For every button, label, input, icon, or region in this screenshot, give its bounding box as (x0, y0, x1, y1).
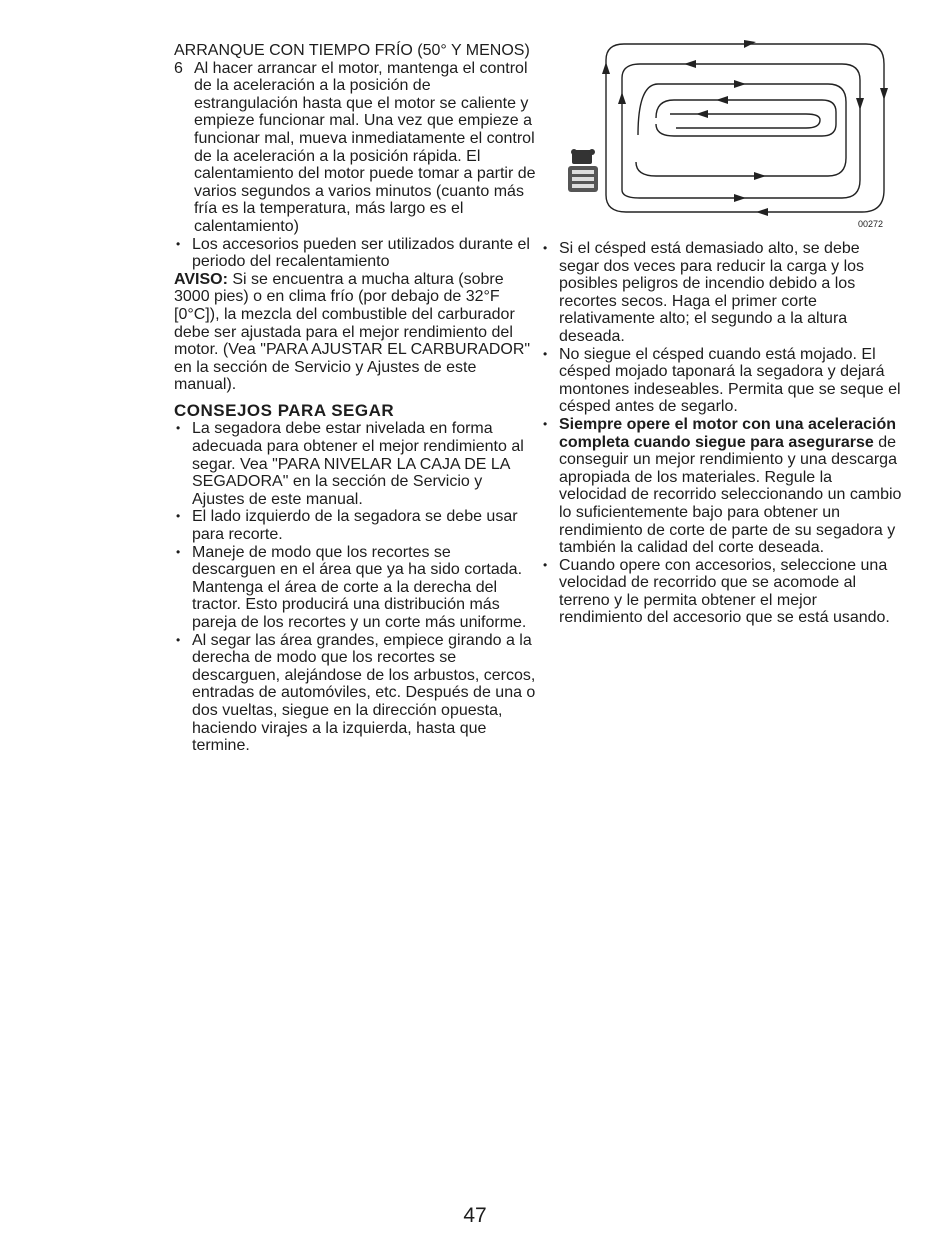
bold-text: Siempre opere el motor con una aceleración completa cuando siegue para asegurarse (559, 415, 896, 451)
inner-mowing-path (670, 114, 820, 128)
arrow-icon (880, 88, 888, 100)
arrow-icon (756, 208, 768, 216)
tractor-icon (568, 149, 598, 192)
figure-code: 00272 (858, 219, 884, 229)
step-number: 6 (174, 59, 183, 77)
tip-bullet: • El lado izquierdo de la segadora se debe usar para recorte. (174, 508, 536, 543)
arrow-icon (684, 60, 696, 68)
left-column (174, 42, 536, 755)
section-heading: CONSEJOS PARA SEGAR (174, 400, 395, 420)
tip-bullet (541, 416, 903, 557)
aviso-text: Si se encuentra a mucha altura (sobre 3000 pies) o en clima frío (por debajo de 32°F [0°C]), la mezcla del combustible del carburador debe ser ajustada para el mejor rendimiento del motor. (Vea "PARA AJUSTAR EL CARBURADOR" en la sección de Servicio y Ajustes de este manual). (174, 270, 531, 394)
arrow-icon (856, 98, 864, 110)
arrow-icon (618, 92, 626, 104)
arrow-icon (696, 110, 708, 118)
tip-bullet: • Maneje de modo que los recortes se descarguen en el área que ya ha sido cortada. Mantenga el área de corte a la derecha del tractor. Esto producirá una distribución más pareja de los recortes y un corte más uniforme. (174, 544, 536, 632)
tip-bullet: • Cuando opere con accesorios, seleccione una velocidad de recorrido que se acomode al terreno y le permita obtener el mejor rendimiento del accesorio que se está usando. (541, 557, 903, 627)
tip-bullet: • La segadora debe estar nivelada en forma adecuada para obtener el mejor rendimiento al segar. Vea "PARA NIVELAR LA CAJA DE LA SEGADORA" en la sección de Servicio y Ajustes de este manual. (174, 420, 536, 508)
arrow-icon (716, 96, 728, 104)
step-6 (174, 60, 536, 236)
arrow-icon (602, 62, 610, 74)
step-6-text: Al hacer arrancar el motor, mantenga el control de la aceleración a la posición de estrangulación hasta que el motor se caliente y empieze funcionar mal. Una vez que empieze a funcionar mal, mueva inmediatamente el control de la aceleración a la posición rápida. El calentamiento del motor puede tomar a partir de varios segundos a varios minutos (cuanto más fría es la temperatura, más largo es el calentamiento) (194, 59, 536, 235)
tip-bullet: • Si el césped está demasiado alto, se debe segar dos veces para reducir la carga y los posibles peligros de incendio debido a los recortes secos. Haga el primer corte relativamente alto; el segundo a la altura deseada. (541, 240, 903, 346)
tip-bullet: • No siegue el césped cuando está mojado. El césped mojado taponará la segadora y dejará montones indeseables. Permita que se seque el césped antes de segarlo. (541, 346, 903, 416)
arrow-icon (754, 172, 766, 180)
right-column (541, 240, 903, 627)
accessories-bullet: • Los accesorios pueden ser utilizados durante el periodo del recalentamiento (174, 236, 536, 271)
fourth-mowing-path (656, 100, 836, 136)
mowing-pattern-diagram (566, 40, 890, 236)
arrow-icon (734, 80, 746, 88)
tip-bullet: • Al segar las área grandes, empiece girando a la derecha de modo que los recortes se descarguen, alejándose de los arbustos, cercos, entradas de automóviles, etc. Después de una o dos vueltas, siegue en la dirección opuesta, haciendo virajes a la izquierda, hasta que termine. (174, 632, 536, 755)
page-number: 47 (463, 1204, 487, 1227)
aviso-label: AVISO: (174, 270, 228, 288)
third-mowing-path (636, 84, 846, 176)
arrow-icon (734, 194, 746, 202)
aviso-paragraph (174, 271, 536, 394)
tip-text: de conseguir un mejor rendimiento y una descarga apropiada de los materiales. Regule la velocidad de recorrido seleccionando un cambio lo suficientemente bajo para obtener un rendimiento de corte de parte de su segadora y también la calidad del corte deseada. (559, 433, 902, 557)
cold-weather-title: ARRANQUE CON TIEMPO FRÍO (50° Y MENOS) (174, 42, 530, 59)
